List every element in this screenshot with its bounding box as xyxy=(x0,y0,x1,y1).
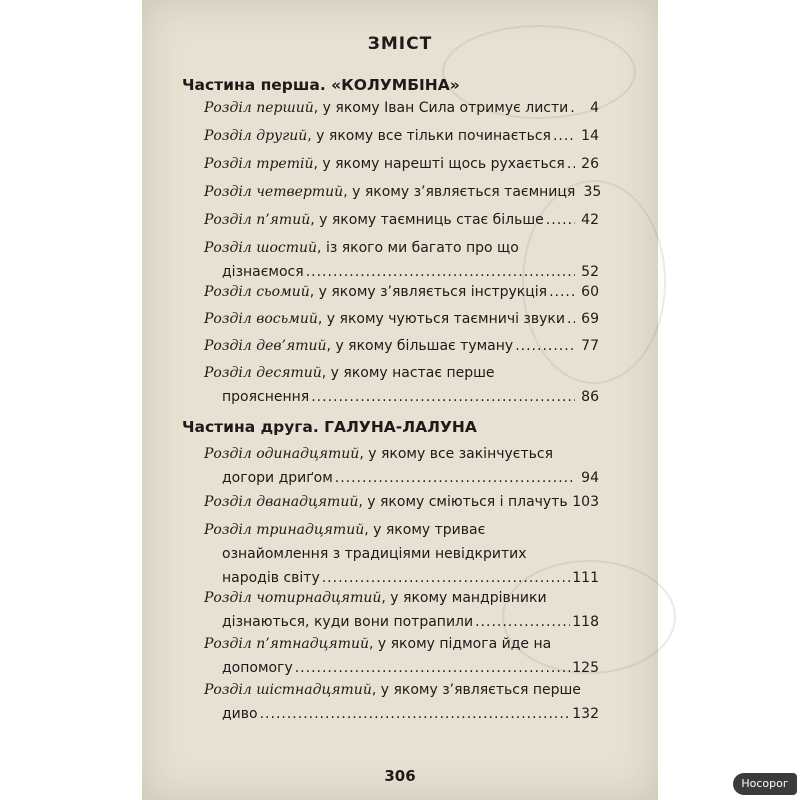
toc-entry[interactable]: Розділ п’ятий , у якому таємниць стає більше ..... 42 xyxy=(204,208,599,232)
toc-entry[interactable]: Розділ дев’ятий , у якому більшає туману ..... 77 xyxy=(204,334,599,358)
toc-entry[interactable]: Розділ сьомий , у якому з’являється інструкція ..... 60 xyxy=(204,280,599,304)
part-heading: Частина перша. «КОЛУМБІНА» xyxy=(182,76,460,94)
toc-entry[interactable]: Розділ п’ятнадцятий , у якому підмога йде на допомогу ..... 125 xyxy=(204,632,599,680)
toc-entry[interactable]: Розділ другий , у якому все тільки починається ..... 14 xyxy=(204,124,599,148)
part-heading: Частина друга. ГАЛУНА-ЛАЛУНА xyxy=(182,418,477,436)
toc-entry[interactable]: Розділ шостий , із якого ми багато про що дізнаємося ..... 52 xyxy=(204,236,599,284)
toc-entry[interactable]: Розділ десятий , у якому настає перше прояснення ..... 86 xyxy=(204,361,599,409)
toc-entry[interactable]: Розділ дванадцятий , у якому сміються і плачуть ..... 103 xyxy=(204,490,599,514)
toc-entry[interactable]: Розділ третій , у якому нарешті щось рухається ..... 26 xyxy=(204,152,599,176)
toc-entry[interactable]: Розділ перший , у якому Іван Сила отримує листи ..... 4 xyxy=(204,96,599,120)
toc-entry[interactable]: Розділ тринадцятий , у якому триває ознайомлення з традиціями невідкритих народів світу ..... 111 xyxy=(204,518,599,590)
toc-title: ЗМІСТ xyxy=(367,34,433,54)
toc-entry[interactable]: Розділ шістнадцятий , у якому з’являється перше диво ..... 132 xyxy=(204,678,599,726)
toc-entry[interactable]: Розділ восьмий , у якому чуються таємничі звуки ..... 69 xyxy=(204,307,599,331)
toc-entry[interactable]: Розділ одинадцятий , у якому все закінчується догори дриґом ..... 94 xyxy=(204,442,599,490)
watermark-logo: Носорог xyxy=(733,773,797,795)
page-number: 306 xyxy=(384,767,416,785)
toc-entry[interactable]: Розділ чотирнадцятий , у якому мандрівники дізнаються, куди вони потрапили ..... 118 xyxy=(204,586,599,634)
book-page xyxy=(142,0,658,800)
toc-entry[interactable]: Розділ четвертий , у якому з’являється таємниця 35 xyxy=(204,184,602,200)
